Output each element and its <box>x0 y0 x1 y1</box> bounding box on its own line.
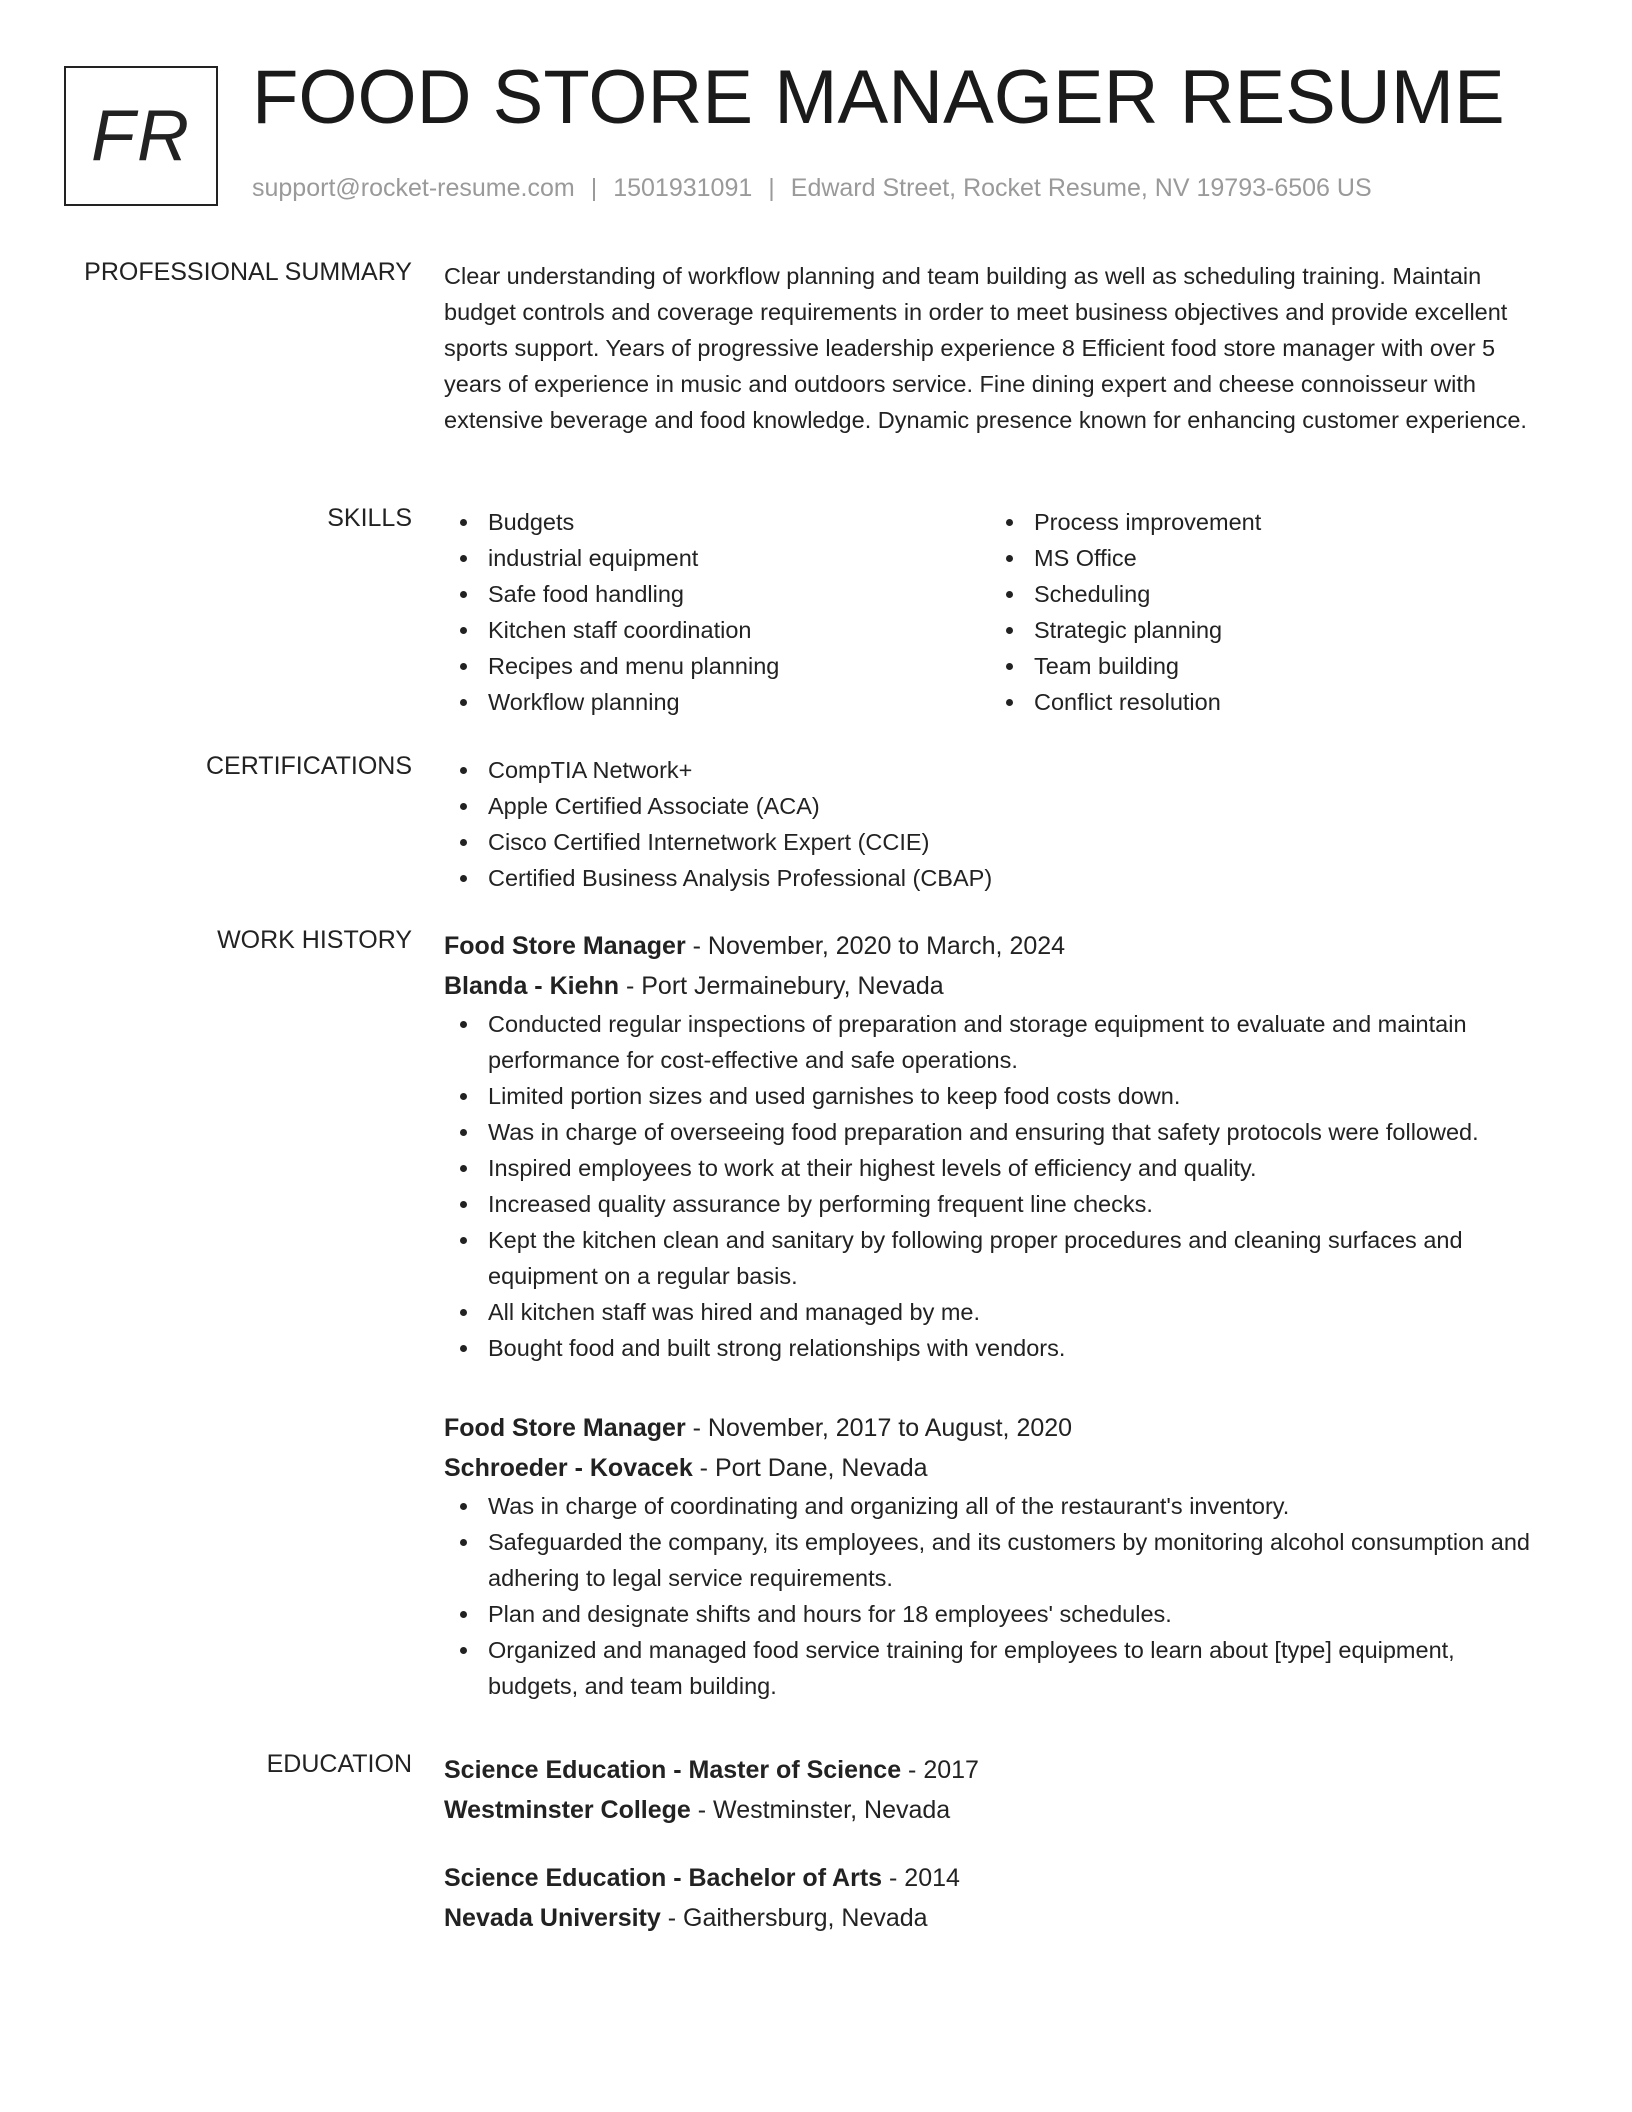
education-entry <box>444 1858 1544 1938</box>
education-school: Nevada University <box>444 1904 661 1932</box>
list-item: Limited portion sizes and used garnishes to keep food costs down. <box>444 1078 1544 1114</box>
list-item: Bought food and built strong relationships with vendors. <box>444 1330 1544 1366</box>
list-item: Organized and managed food service training for employees to learn about [type] equipment, budgets, and team building. <box>444 1632 1544 1704</box>
list-item: Conducted regular inspections of preparation and storage equipment to evaluate and maintain performance for cost-effective and safe operations. <box>444 1006 1544 1078</box>
list-item: industrial equipment <box>444 540 990 576</box>
education-location: - Gaithersburg, Nevada <box>667 1904 928 1932</box>
section-label: EDUCATION <box>266 1750 412 1778</box>
education-year: - 2017 <box>908 1756 979 1784</box>
list-item: Certified Business Analysis Professional (CBAP) <box>444 860 1544 896</box>
education-school: Westminster College <box>444 1796 691 1824</box>
job-dates: - November, 2020 to March, 2024 <box>692 932 1066 960</box>
job-company: Blanda - Kiehn <box>444 972 620 1000</box>
education-degree-line <box>444 1750 1544 1790</box>
contact-separator: | <box>590 174 598 202</box>
education-location: - Westminster, Nevada <box>697 1796 951 1824</box>
section-label: WORK HISTORY <box>217 926 412 954</box>
summary-text: Clear understanding of workflow planning and team building as well as scheduling training. Maintain budget controls and coverage requirements in order to meet business objectives and provide excellent sports support. Years of progressive leadership experience 8 Efficient food store manager with over 5 years of experience in music and outdoors service. Fine dining expert and cheese connoisseur with extensive beverage and food knowledge. Dynamic presence known for enhancing customer experience. <box>444 263 1527 433</box>
job-entry <box>444 1408 1544 1704</box>
list-item: Apple Certified Associate (ACA) <box>444 788 1544 824</box>
job-company-line <box>444 966 1544 1006</box>
list-item: Plan and designate shifts and hours for 18 employees' schedules. <box>444 1596 1544 1632</box>
job-bullets <box>444 1006 1544 1366</box>
skills-grid <box>444 504 1544 720</box>
list-item: Strategic planning <box>990 612 1536 648</box>
list-item: Team building <box>990 648 1536 684</box>
section-body <box>444 926 1544 1366</box>
section-label: CERTIFICATIONS <box>205 752 412 780</box>
list-item: Conflict resolution <box>990 684 1536 720</box>
list-item: Was in charge of overseeing food preparation and ensuring that safety protocols were followed. <box>444 1114 1544 1150</box>
list-item: Safe food handling <box>444 576 990 612</box>
job-title-line <box>444 1408 1544 1448</box>
education-degree-line <box>444 1858 1544 1898</box>
list-item: Workflow planning <box>444 684 990 720</box>
section-body <box>444 504 1544 720</box>
certifications-list <box>444 752 1544 896</box>
education-degree: Science Education - Bachelor of Arts <box>444 1864 883 1892</box>
education-degree: Science Education - Master of Science <box>444 1756 902 1784</box>
education-year: - 2014 <box>889 1864 960 1892</box>
job-entry <box>444 926 1544 1366</box>
list-item: Safeguarded the company, its employees, and its customers by monitoring alcohol consumption and adhering to legal service requirements. <box>444 1524 1544 1596</box>
page-title: FOOD STORE MANAGER RESUME <box>252 55 1505 140</box>
contact-email[interactable]: support@rocket-resume.com <box>252 174 575 202</box>
contact-address: Edward Street, Rocket Resume, NV 19793-6506 US <box>790 174 1372 202</box>
list-item: Was in charge of coordinating and organizing all of the restaurant's inventory. <box>444 1488 1544 1524</box>
job-title: Food Store Manager <box>444 1414 686 1442</box>
contact-phone[interactable]: 1501931091 <box>613 174 753 202</box>
list-item: Kept the kitchen clean and sanitary by following proper procedures and cleaning surfaces and equipment on a regular basis. <box>444 1222 1544 1294</box>
list-item: MS Office <box>990 540 1536 576</box>
section-label: PROFESSIONAL SUMMARY <box>84 258 412 286</box>
job-company-line <box>444 1448 1544 1488</box>
skills-list-left <box>444 504 990 720</box>
section-body <box>444 1750 1544 1938</box>
list-item: Process improvement <box>990 504 1536 540</box>
list-item: Recipes and menu planning <box>444 648 990 684</box>
job-title-line <box>444 926 1544 966</box>
job-location: - Port Jermainebury, Nevada <box>625 972 944 1000</box>
contact-separator: | <box>768 174 775 202</box>
list-item: Budgets <box>444 504 990 540</box>
section-label: SKILLS <box>327 504 412 532</box>
list-item: CompTIA Network+ <box>444 752 1544 788</box>
list-item: Cisco Certified Internetwork Expert (CCIE) <box>444 824 1544 860</box>
skills-list-right <box>990 504 1536 720</box>
education-school-line <box>444 1898 1544 1938</box>
section-body <box>444 258 1544 438</box>
section-body <box>444 752 1544 896</box>
section-body <box>444 1408 1544 1704</box>
monogram-initials: FR <box>91 96 191 176</box>
list-item: Inspired employees to work at their highest levels of efficiency and quality. <box>444 1150 1544 1186</box>
job-bullets <box>444 1488 1544 1704</box>
education-entry <box>444 1750 1544 1830</box>
education-school-line <box>444 1790 1544 1830</box>
job-title: Food Store Manager <box>444 932 686 960</box>
job-location: - Port Dane, Nevada <box>699 1454 928 1482</box>
job-dates: - November, 2017 to August, 2020 <box>692 1414 1073 1442</box>
job-company: Schroeder - Kovacek <box>444 1454 693 1482</box>
list-item: All kitchen staff was hired and managed by me. <box>444 1294 1544 1330</box>
list-item: Increased quality assurance by performing frequent line checks. <box>444 1186 1544 1222</box>
monogram-box <box>64 66 218 206</box>
list-item: Scheduling <box>990 576 1536 612</box>
list-item: Kitchen staff coordination <box>444 612 990 648</box>
contact-line <box>252 174 1372 203</box>
